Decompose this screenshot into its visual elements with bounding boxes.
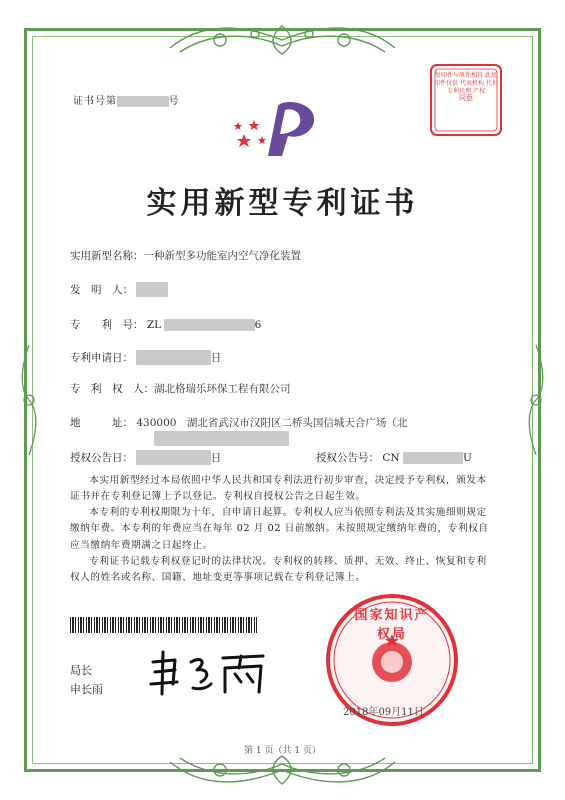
- announcement-number-suffix: U: [463, 452, 472, 464]
- field-address-line2: [154, 431, 289, 446]
- patentee-value: 湖北格瑞乐环保工程有限公司: [154, 383, 291, 395]
- field-patentee: [70, 381, 291, 396]
- corner-stamp-text: 复印件与原件相符 此复印件仅供 代表机构 代扣专利代理 产权: [434, 72, 498, 95]
- certificate-number: [73, 92, 180, 107]
- top-ornament: [160, 18, 405, 62]
- announcement-number-redacted: [403, 452, 463, 464]
- barcode: [70, 617, 257, 633]
- filing-date-label: 专利申请日：: [70, 352, 133, 364]
- body-paragraph-3: 专利证书记载专利权登记时的法律状况。专利权的转移、质押、无效、终止、恢复和专利权人的姓名或名称、国籍、地址变更等事项记载在专利登记簿上。: [70, 556, 487, 584]
- announcement-number-prefix: CN: [382, 452, 400, 464]
- field-utility-name: [70, 248, 301, 263]
- patent-number-label: 专 利 号：: [70, 319, 144, 331]
- body-paragraph-2: 本专利的专利权期限为十年，自申请日起算。专利权人应当依照专利法及其实施细则规定缴纳年费。本专利的年费应当在每年 02 月 02 日前缴纳。未按照规定缴纳年费的，专利权自应当缴纳年费期满之日起终止。: [70, 507, 489, 551]
- certificate-title: 实用新型专利证书: [146, 186, 419, 221]
- field-patent-number: [70, 317, 261, 332]
- page-indicator: 第 1 页（共 1 页）: [244, 746, 321, 756]
- bottom-ornament: [160, 752, 405, 792]
- svg-text:同意: 同意: [459, 94, 473, 102]
- certificate-number-suffix: 号: [168, 96, 180, 107]
- patent-number-suffix: 6: [254, 319, 262, 331]
- certificate-number-redacted: [117, 96, 169, 107]
- patentee-label: 专 利 权 人：: [70, 383, 154, 395]
- field-filing-date: [70, 350, 221, 365]
- utility-name-value: 一种新型多功能室内空气净化装置: [143, 250, 301, 262]
- inventor-label: 发 明 人：: [70, 284, 133, 296]
- certificate-number-prefix: 证书号第: [73, 96, 117, 107]
- patent-number-redacted: [164, 319, 254, 331]
- seal-text: 国家知识产权局: [354, 608, 430, 642]
- field-address: [70, 415, 407, 430]
- left-ornament: [18, 340, 40, 460]
- grant-date-suffix: 日: [210, 452, 222, 464]
- address-value-line1: 430000 湖北省武汉市汉阳区二桥头国信城天合广场（北: [136, 417, 408, 429]
- filing-date-redacted: [136, 350, 210, 365]
- patent-office-logo: [230, 98, 330, 160]
- field-grant-date: [70, 450, 221, 465]
- grant-date-redacted: [136, 450, 210, 465]
- director-name: 申长雨: [70, 683, 103, 696]
- field-announcement-number: [316, 450, 472, 465]
- filing-date-suffix: 日: [210, 352, 222, 364]
- patent-number-prefix: ZL: [146, 319, 162, 331]
- utility-name-label: 实用新型名称：: [70, 250, 144, 262]
- announcement-number-label: 授权公告号：: [316, 452, 379, 464]
- body-paragraph-1: 本实用新型经过本局依照中华人民共和国专利法进行初步审查，决定授予专利权，颁发本证书并在专利登记簿上予以登记。专利权自授权公告之日起生效。: [70, 475, 487, 503]
- right-ornament: [525, 340, 547, 460]
- director-title: 局长: [70, 664, 92, 677]
- issue-date: 2018年09月11日: [343, 707, 424, 718]
- director-signature: [145, 648, 275, 698]
- grant-date-label: 授权公告日：: [70, 452, 133, 464]
- field-inventor: [70, 282, 168, 297]
- inventor-value-redacted: [136, 282, 168, 297]
- address-value-line2-redacted: [154, 431, 289, 446]
- address-label: 地 址：: [70, 417, 133, 429]
